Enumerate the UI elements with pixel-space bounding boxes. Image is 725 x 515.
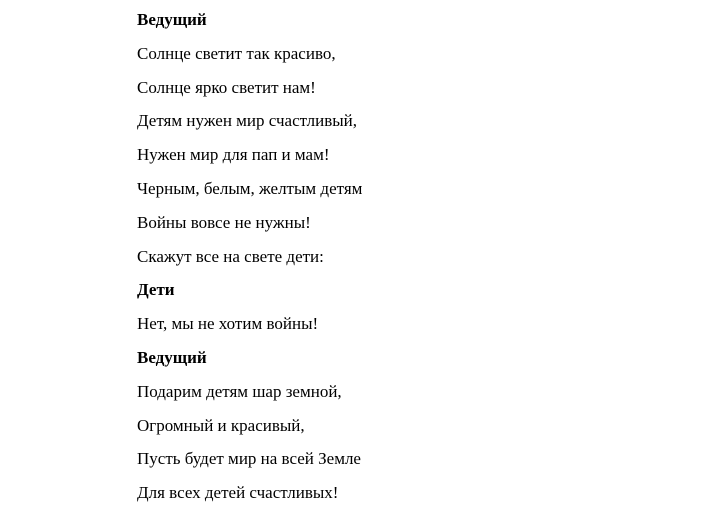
speaker-label: Дети — [137, 280, 175, 300]
verse-line: Скажут все на свете дети: — [137, 246, 324, 266]
speaker-label: Ведущий — [137, 347, 207, 367]
verse-line: Нужен мир для пап и мам! — [137, 145, 330, 165]
verse-line: Черным, белым, желтым детям — [137, 178, 363, 198]
verse-line: Нет, мы не хотим войны! — [137, 314, 319, 334]
verse-line: Для всех детей счастливых! — [137, 483, 339, 503]
document-body — [137, 8, 697, 515]
speaker-label: Ведущий — [137, 10, 207, 29]
verse-line: Огромный и красивый, — [137, 415, 305, 435]
verse-line: Детям нужен мир счастливый, — [137, 111, 358, 131]
verse-line: Войны вовсе не нужны! — [137, 212, 311, 232]
verse-line: Солнце ярко светит нам! — [137, 77, 316, 97]
verse-line: Солнце светит так красиво, — [137, 43, 336, 63]
verse-line: Подарим детям шар земной, — [137, 381, 342, 401]
verse-line: Пусть будет мир на всей Земле — [137, 449, 361, 469]
